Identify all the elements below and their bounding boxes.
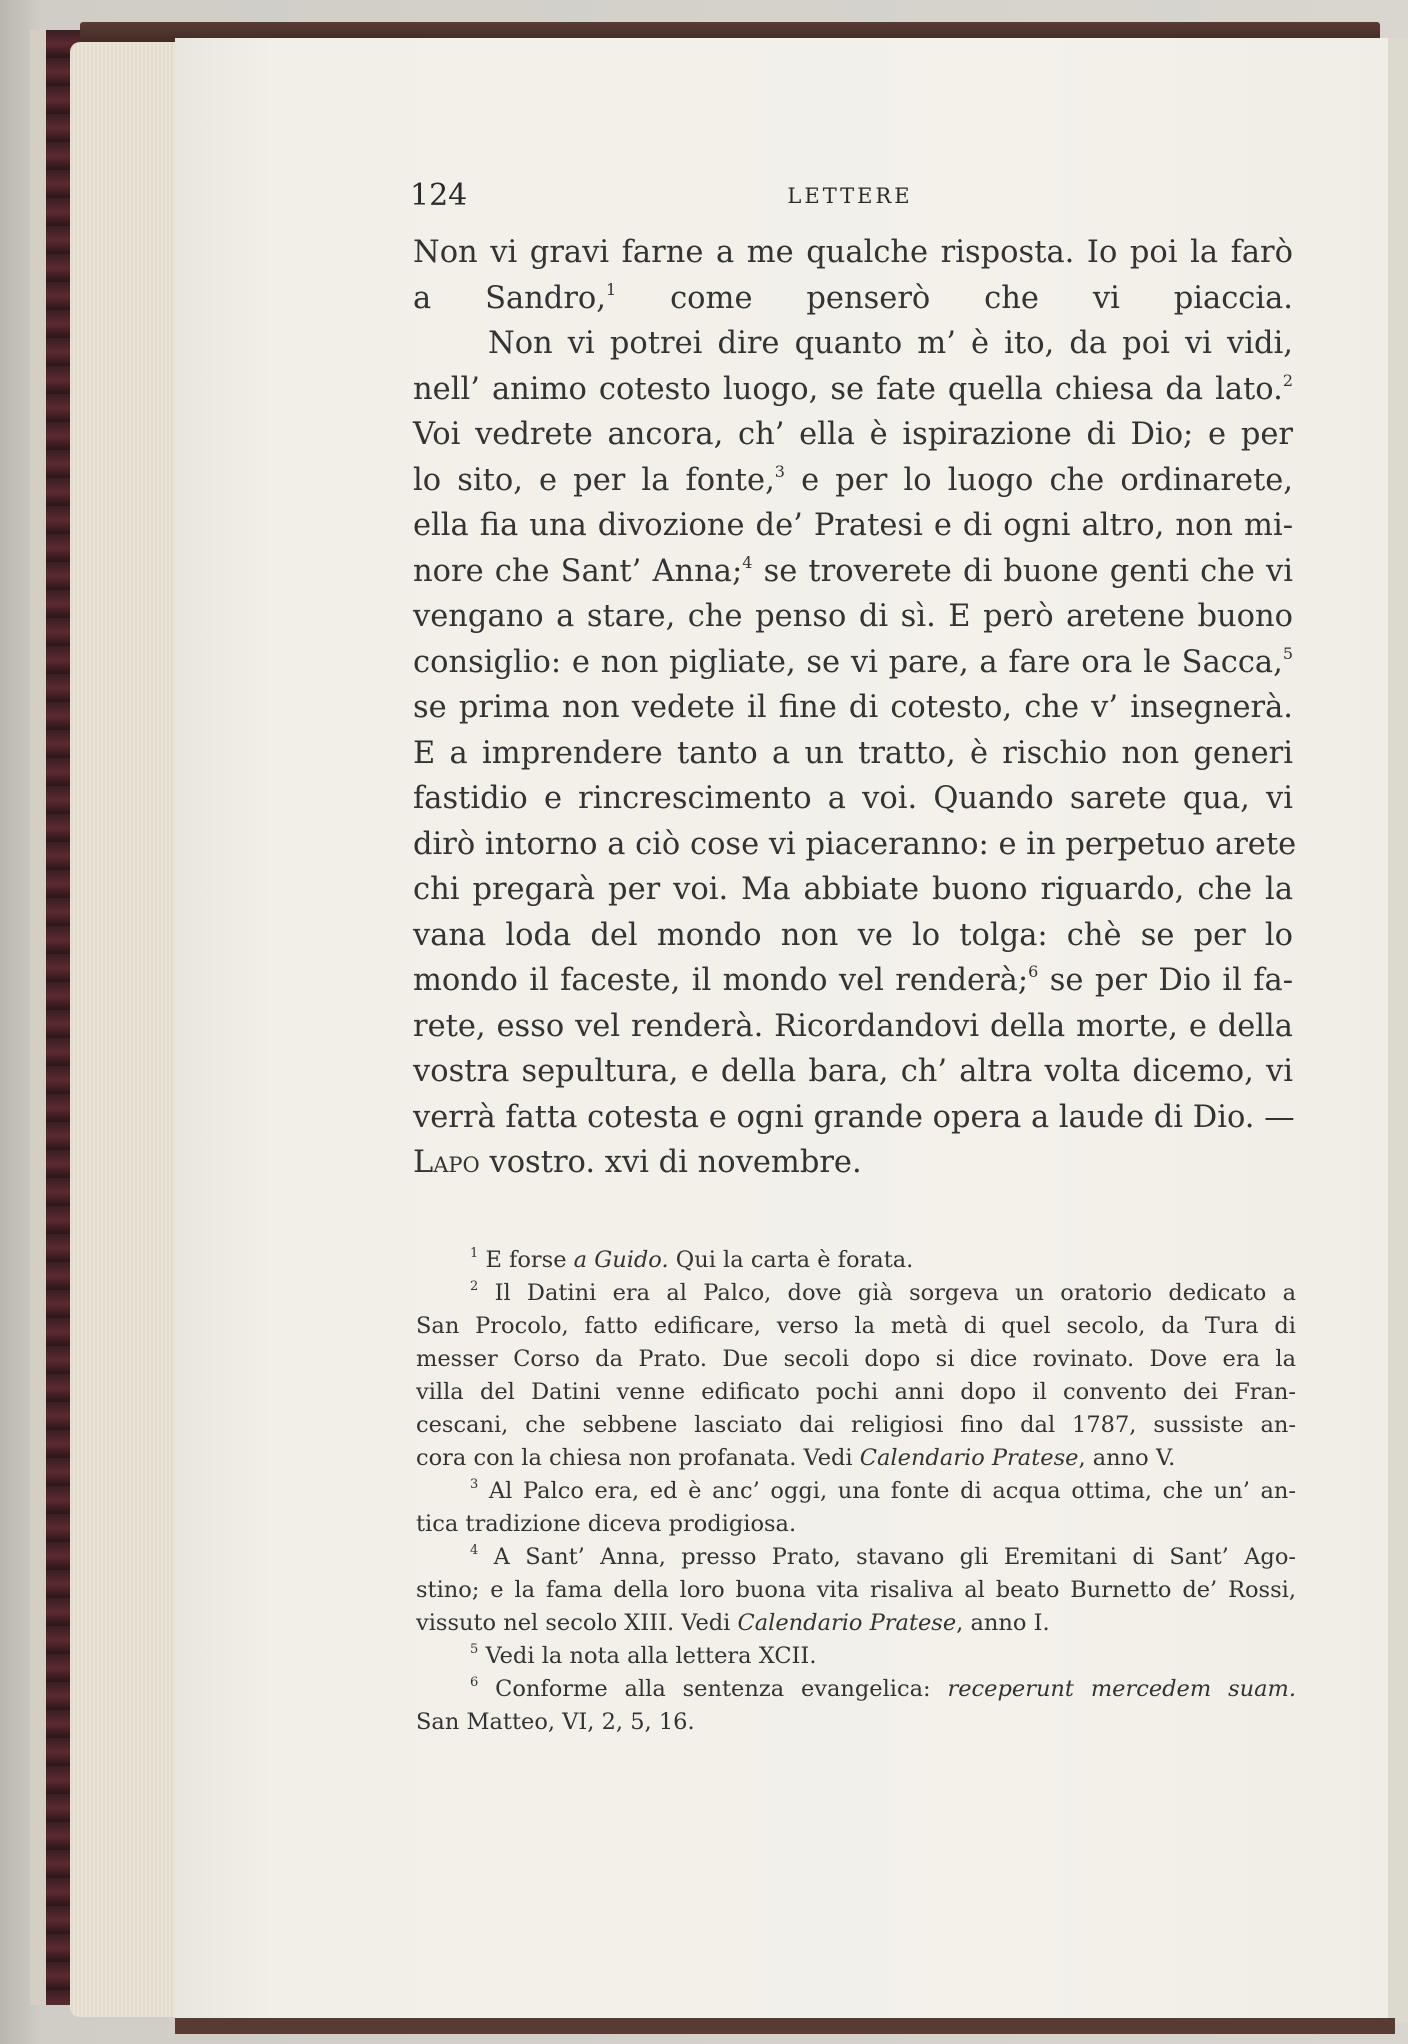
footnote-line: stino; e la fama della loro buona vita risaliva al beato Burnetto de’ Rossi,: [416, 1577, 1296, 1603]
next-page-edge: [1388, 38, 1408, 2023]
running-title: LETTERE: [787, 184, 913, 208]
footnote: $^1$ E forse a Guido. Qui la carta è forata.: [470, 1246, 914, 1273]
body-line: se prima non vedete il fine di cotesto, che v’ insegnerà.: [413, 690, 1293, 725]
page-number: 124: [410, 178, 468, 213]
footnote-ref: 4: [742, 552, 753, 572]
body-line: nore che Sant’ Anna;$^4$ se troverete di buone genti che vi: [413, 552, 1293, 589]
book-bottom-edge: [175, 2018, 1395, 2034]
body-line: rete, esso vel renderà. Ricordandovi della morte, e della: [413, 1008, 1293, 1044]
footnote-line: villa del Datini venne edificato pochi anni dopo il convento dei Fran-: [416, 1379, 1296, 1405]
footnote-line: cora con la chiesa non profanata. Vedi Calendario Pratese, anno V.: [416, 1445, 1176, 1471]
body-line: consiglio: e non pigliate, se vi pare, a fare ora le Sacca,$^5$: [413, 643, 1293, 680]
body-line: verrà fatta cotesta e ogni grande opera a laude di Dio. —: [413, 1099, 1295, 1135]
page-header: [410, 178, 1290, 218]
body-line: fastidio e rincrescimento a voi. Quando sarete qua, vi: [413, 781, 1293, 816]
footnote: $^4$ A Sant’ Anna, presso Prato, stavano gli Eremitani di Sant’ Ago-: [470, 1543, 1296, 1570]
letter-body: [413, 230, 1297, 1186]
body-line: lo sito, e per la fonte,$^3$ e per lo luogo che ordinarete,: [413, 461, 1293, 498]
body-line: chi pregarà per voi. Ma abbiate buono riguardo, che la: [413, 872, 1293, 907]
footnote-line: tica tradizione diceva prodigiosa.: [416, 1511, 797, 1537]
author-name: Lapo: [413, 1145, 480, 1180]
body-line: Voi vedrete ancora, ch’ ella è ispirazione di Dio; e per: [413, 417, 1293, 452]
body-line: vana loda del mondo non ve lo tolga: chè se per lo: [413, 917, 1293, 953]
body-line: ella fia una divozione de’ Pratesi e di ogni altro, non mi-: [413, 508, 1293, 543]
footnote: $^2$ Il Datini era al Palco, dove già sorgeva un oratorio dedicato a: [470, 1279, 1296, 1306]
footnote-line: cescani, che sebbene lasciato dai religiosi fino dal 1787, sussiste an-: [416, 1412, 1296, 1438]
footnote-ref: 2: [1282, 370, 1293, 390]
body-line: mondo il faceste, il mondo vel renderà;$^6$ se per Dio il fa-: [413, 962, 1293, 998]
footnotes: [416, 1244, 1296, 1739]
body-line: E a imprendere tanto a un tratto, è rischio non generi: [413, 735, 1293, 771]
body-line: a Sandro,$^1$ come penserò che vi piaccia.: [413, 279, 1293, 316]
body-line: vostra sepultura, e della bara, ch’ altra volta dicemo, vi: [413, 1054, 1293, 1089]
footnote-line: vissuto nel secolo XIII. Vedi Calendario Pratese, anno I.: [416, 1610, 1050, 1636]
body-line: Non vi potrei dire quanto m’ è ito, da poi vi vidi,: [488, 326, 1293, 361]
footnote-line: messer Corso da Prato. Due secoli dopo si dice rovinato. Dove era la: [416, 1346, 1296, 1372]
footnote-ref: 3: [774, 461, 785, 481]
footnote: $^5$ Vedi la nota alla lettera XCII.: [470, 1642, 817, 1669]
footnote-ref: 1: [605, 279, 617, 299]
footnote: $^3$ Al Palco era, ed è anc’ oggi, una fonte di acqua ottima, che un’ an-: [470, 1477, 1296, 1504]
book-cover-edge: [30, 30, 46, 2005]
body-line: dirò intorno a ciò cose vi piaceranno: e in perpetuo arete: [413, 826, 1297, 862]
body-line: nell’ animo cotesto luogo, se fate quella chiesa da lato.$^2$: [413, 370, 1293, 407]
body-line: vengano a stare, che penso di sì. E però aretene buono: [413, 599, 1293, 634]
footnote-ref: 6: [1028, 962, 1039, 981]
footnote-ref: 5: [1282, 643, 1293, 663]
letter-signature: Lapo vostro. xvi di novembre.: [413, 1145, 862, 1180]
footnote-line: San Matteo, VI, 2, 5, 16.: [416, 1709, 695, 1735]
body-line: Non vi gravi farne a me qualche risposta. Io poi la farò: [413, 235, 1293, 270]
footnote-line: San Procolo, fatto edificare, verso la metà di quel secolo, da Tura di: [416, 1313, 1296, 1339]
footnote: $^6$ Conforme alla sentenza evangelica: receperunt mercedem suam.: [470, 1675, 1297, 1702]
